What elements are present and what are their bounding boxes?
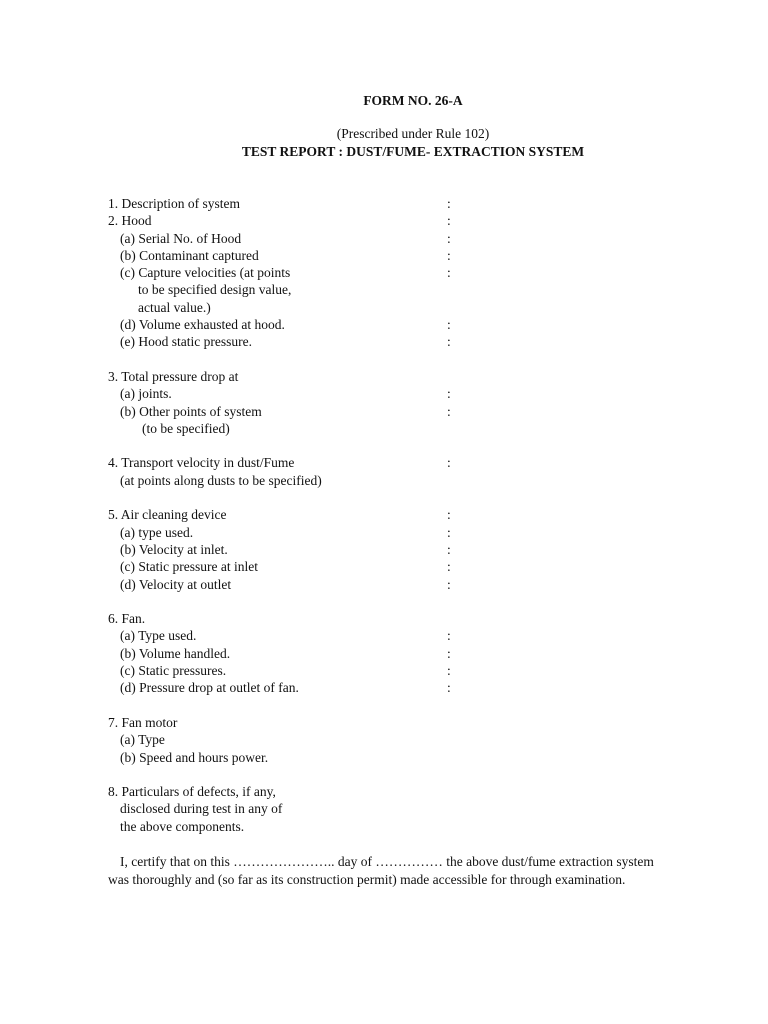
form-line-colon: : bbox=[447, 645, 451, 661]
form-line bbox=[108, 472, 728, 489]
form-line-colon: : bbox=[447, 524, 451, 540]
certification-line-2: was thoroughly and (so far as its construction permit) made accessible for through examination. bbox=[108, 871, 626, 887]
form-line bbox=[108, 299, 728, 316]
form-line-label: 8. Particulars of defects, if any, bbox=[108, 784, 276, 800]
form-line-label: (a) joints. bbox=[120, 386, 172, 402]
form-line-colon: : bbox=[447, 559, 451, 575]
form-line bbox=[108, 749, 728, 766]
form-line-label: (to be specified) bbox=[142, 420, 230, 436]
form-line-colon: : bbox=[447, 507, 451, 523]
form-line-label: 3. Total pressure drop at bbox=[108, 368, 239, 384]
form-line-label: (d) Volume exhausted at hood. bbox=[120, 317, 285, 333]
spacer bbox=[108, 437, 728, 454]
form-line-label: the above components. bbox=[120, 818, 245, 834]
form-line bbox=[108, 333, 728, 350]
form-line-colon: : bbox=[447, 386, 451, 402]
form-line bbox=[108, 212, 728, 229]
form-line bbox=[108, 230, 728, 247]
form-line-label: 4. Transport velocity in dust/Fume bbox=[108, 455, 295, 471]
form-line bbox=[108, 679, 728, 696]
form-line-label: (a) Type bbox=[120, 732, 165, 748]
form-line bbox=[108, 524, 728, 541]
form-line-colon: : bbox=[447, 265, 451, 281]
form-line bbox=[108, 558, 728, 575]
form-line-label: 2. Hood bbox=[108, 213, 152, 229]
form-line bbox=[108, 541, 728, 558]
spacer bbox=[108, 593, 728, 610]
form-line-colon: : bbox=[447, 230, 451, 246]
form-line bbox=[108, 368, 728, 385]
certification-text bbox=[108, 853, 728, 888]
certification-line-1: I, certify that on this ………………….. day of …………… the above dust/fume extraction system bbox=[120, 854, 654, 869]
form-line bbox=[108, 610, 728, 627]
form-line-label: (at points along dusts to be specified) bbox=[120, 472, 322, 488]
form-line-label: disclosed during test in any of bbox=[120, 801, 283, 817]
spacer bbox=[108, 351, 728, 368]
form-line-label: (d) Velocity at outlet bbox=[120, 576, 232, 592]
form-line bbox=[108, 247, 728, 264]
form-line-label: actual value.) bbox=[138, 299, 211, 315]
form-line bbox=[108, 316, 728, 333]
form-line-colon: : bbox=[447, 576, 451, 592]
form-line-label: (d) Pressure drop at outlet of fan. bbox=[120, 680, 299, 696]
form-line bbox=[108, 731, 728, 748]
prescribed-rule: (Prescribed under Rule 102) bbox=[336, 126, 490, 141]
form-line-label: 5. Air cleaning device bbox=[108, 507, 227, 523]
form-line-colon: : bbox=[447, 334, 451, 350]
spacer bbox=[108, 766, 728, 783]
form-line-label: 1. Description of system bbox=[108, 196, 240, 211]
form-line bbox=[108, 454, 728, 471]
form-line-colon: : bbox=[447, 541, 451, 557]
form-line bbox=[108, 783, 728, 800]
form-line-colon: : bbox=[447, 455, 451, 471]
form-line bbox=[108, 627, 728, 644]
form-line-colon: : bbox=[447, 628, 451, 644]
form-line-colon: : bbox=[447, 680, 451, 696]
form-line bbox=[108, 506, 728, 523]
form-line bbox=[108, 281, 728, 298]
form-line bbox=[108, 420, 728, 437]
form-line-label: (a) Serial No. of Hood bbox=[120, 230, 242, 246]
form-line-label: (c) Static pressure at inlet bbox=[120, 559, 258, 575]
form-line-label: (c) Static pressures. bbox=[120, 663, 227, 679]
form-line bbox=[108, 403, 728, 420]
form-line-label: (b) Speed and hours power. bbox=[120, 749, 269, 765]
form-line bbox=[108, 385, 728, 402]
form-line-label: (a) Type used. bbox=[120, 628, 197, 644]
form-fields bbox=[108, 195, 728, 835]
report-title: TEST REPORT : DUST/FUME- EXTRACTION SYSTEM bbox=[241, 144, 585, 159]
form-line-label: (b) Volume handled. bbox=[120, 645, 231, 661]
form-line bbox=[108, 800, 728, 817]
form-line-colon: : bbox=[447, 247, 451, 263]
form-line-colon: : bbox=[447, 317, 451, 333]
form-line bbox=[108, 662, 728, 679]
form-line-colon: : bbox=[447, 213, 451, 229]
form-line-label: (b) Contaminant captured bbox=[120, 247, 259, 263]
spacer bbox=[108, 697, 728, 714]
form-line-label: (c) Capture velocities (at points bbox=[120, 265, 291, 281]
form-line bbox=[108, 195, 728, 212]
spacer bbox=[108, 489, 728, 506]
form-line-label: (b) Other points of system bbox=[120, 403, 262, 419]
form-line-label: (a) type used. bbox=[120, 524, 194, 540]
form-line bbox=[108, 576, 728, 593]
form-line bbox=[108, 818, 728, 835]
form-line-label: (e) Hood static pressure. bbox=[120, 334, 252, 350]
form-line bbox=[108, 264, 728, 281]
form-line-label: 7. Fan motor bbox=[108, 714, 178, 730]
form-line-colon: : bbox=[447, 663, 451, 679]
form-line bbox=[108, 714, 728, 731]
form-line-label: to be specified design value, bbox=[138, 282, 292, 298]
form-line-label: (b) Velocity at inlet. bbox=[120, 541, 228, 557]
form-line-label: 6. Fan. bbox=[108, 611, 146, 627]
form-line bbox=[108, 645, 728, 662]
form-line-colon: : bbox=[447, 196, 451, 211]
form-number: FORM NO. 26-A bbox=[363, 93, 463, 108]
form-line-colon: : bbox=[447, 403, 451, 419]
